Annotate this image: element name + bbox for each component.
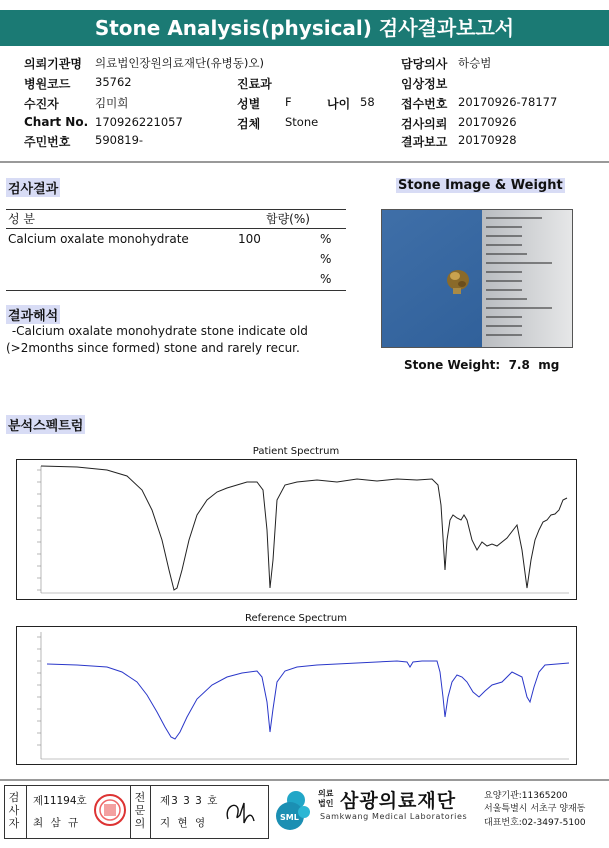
result-unit: % bbox=[320, 272, 332, 286]
patient-spectrum-title: Patient Spectrum bbox=[252, 446, 340, 457]
sex-label: 성별 bbox=[237, 97, 261, 111]
request-date-label: 검사의뢰 bbox=[401, 117, 448, 131]
examiner-seal bbox=[93, 793, 127, 827]
clinic-label: 진료과 bbox=[237, 77, 272, 91]
doctor-value: 하승범 bbox=[458, 56, 492, 70]
reference-spectrum-line bbox=[47, 661, 569, 739]
stone-weight-unit: mg bbox=[538, 358, 560, 372]
stone-section-title: Stone Image & Weight bbox=[398, 178, 563, 193]
verifier-license: 제3 3 3 호 bbox=[160, 795, 219, 807]
doctor-label: 담당의사 bbox=[401, 57, 448, 71]
receipt-no-label: 접수번호 bbox=[401, 97, 448, 111]
interpretation-section-title: 결과해석 bbox=[6, 305, 60, 324]
logo-badge-text: SML bbox=[280, 813, 299, 822]
verifier-name: 지 현 영 bbox=[160, 817, 208, 829]
component-column-header: 성 분 bbox=[8, 212, 35, 226]
verifier-label: 전문의 bbox=[134, 791, 146, 830]
report-date-value: 20170928 bbox=[458, 133, 517, 147]
verifier-signature bbox=[222, 797, 260, 827]
patient-name-label: 수진자 bbox=[24, 97, 59, 111]
sml-logo-icon bbox=[272, 786, 312, 832]
result-component: Calcium oxalate monohydrate bbox=[8, 232, 189, 246]
agency-number: 요양기관:11365200 bbox=[484, 791, 568, 801]
stone-weight-label: Stone Weight: bbox=[404, 358, 501, 372]
signature-divider bbox=[130, 785, 131, 839]
results-section-title: 검사결과 bbox=[6, 178, 60, 197]
signature-divider bbox=[26, 785, 27, 839]
stone-weight bbox=[404, 358, 559, 372]
examiner-name: 최 삼 규 bbox=[33, 817, 81, 829]
org-english-name: Samkwang Medical Laboratories bbox=[320, 812, 468, 821]
org-value: 의료법인장원의료재단(유병동)오) bbox=[95, 56, 264, 70]
interpretation-line-2: (>2months since formed) stone and rarely recur. bbox=[6, 341, 300, 355]
interpretation-line-1: -Calcium oxalate monohydrate stone indicate old bbox=[8, 324, 308, 338]
patient-name-value: 김미희 bbox=[95, 96, 129, 110]
header-divider bbox=[0, 161, 609, 163]
reference-spectrum-chart bbox=[16, 626, 577, 765]
org-prefix bbox=[318, 789, 333, 809]
results-bottom-rule bbox=[6, 290, 346, 291]
chart-no-label: Chart No. bbox=[24, 115, 89, 129]
sex-value: F bbox=[285, 95, 292, 109]
org-prefix-bottom: 법인 bbox=[318, 799, 334, 808]
org-address: 서울특별시 서초구 양재동 bbox=[484, 804, 586, 814]
patient-spectrum-line bbox=[41, 466, 567, 590]
org-name: 삼광의료재단 bbox=[340, 790, 457, 812]
org-label: 의뢰기관명 bbox=[24, 57, 82, 71]
org-phone: 대표번호:02-3497-5100 bbox=[484, 818, 586, 828]
report-title: Stone Analysis(physical) 검사결과보고서 bbox=[0, 10, 609, 46]
reference-spectrum-title: Reference Spectrum bbox=[245, 613, 347, 624]
amount-column-header: 함량(%) bbox=[266, 212, 310, 226]
result-amount: 100 bbox=[238, 232, 261, 246]
result-unit: % bbox=[320, 252, 332, 266]
report-date-label: 결과보고 bbox=[401, 135, 448, 149]
org-prefix-top: 의료 bbox=[318, 789, 334, 798]
spectrum-section-title: 분석스펙트럼 bbox=[6, 415, 85, 434]
hospital-code-label: 병원코드 bbox=[24, 77, 71, 91]
age-value: 58 bbox=[360, 95, 375, 109]
clinical-info-label: 임상정보 bbox=[401, 77, 448, 91]
examiner-label: 검사자 bbox=[8, 791, 20, 830]
examiner-license: 제11194호 bbox=[33, 795, 87, 807]
chart-no-value: 170926221057 bbox=[95, 115, 183, 129]
result-unit: % bbox=[320, 232, 332, 246]
age-label: 나이 bbox=[327, 97, 351, 111]
signature-divider bbox=[150, 785, 151, 839]
patient-spectrum-chart bbox=[16, 459, 577, 600]
hospital-code-value: 35762 bbox=[95, 75, 132, 89]
stone-photo bbox=[381, 209, 573, 348]
stone-weight-value: 7.8 bbox=[508, 358, 530, 372]
request-date-value: 20170926 bbox=[458, 115, 517, 129]
resident-no-label: 주민번호 bbox=[24, 135, 71, 149]
footer-divider bbox=[0, 779, 609, 781]
specimen-label: 검체 bbox=[237, 117, 261, 131]
resident-no-value: 590819- bbox=[95, 133, 144, 147]
receipt-no-value: 20170926-78177 bbox=[458, 95, 558, 109]
specimen-value: Stone bbox=[285, 115, 319, 129]
results-header-rule bbox=[6, 228, 346, 229]
